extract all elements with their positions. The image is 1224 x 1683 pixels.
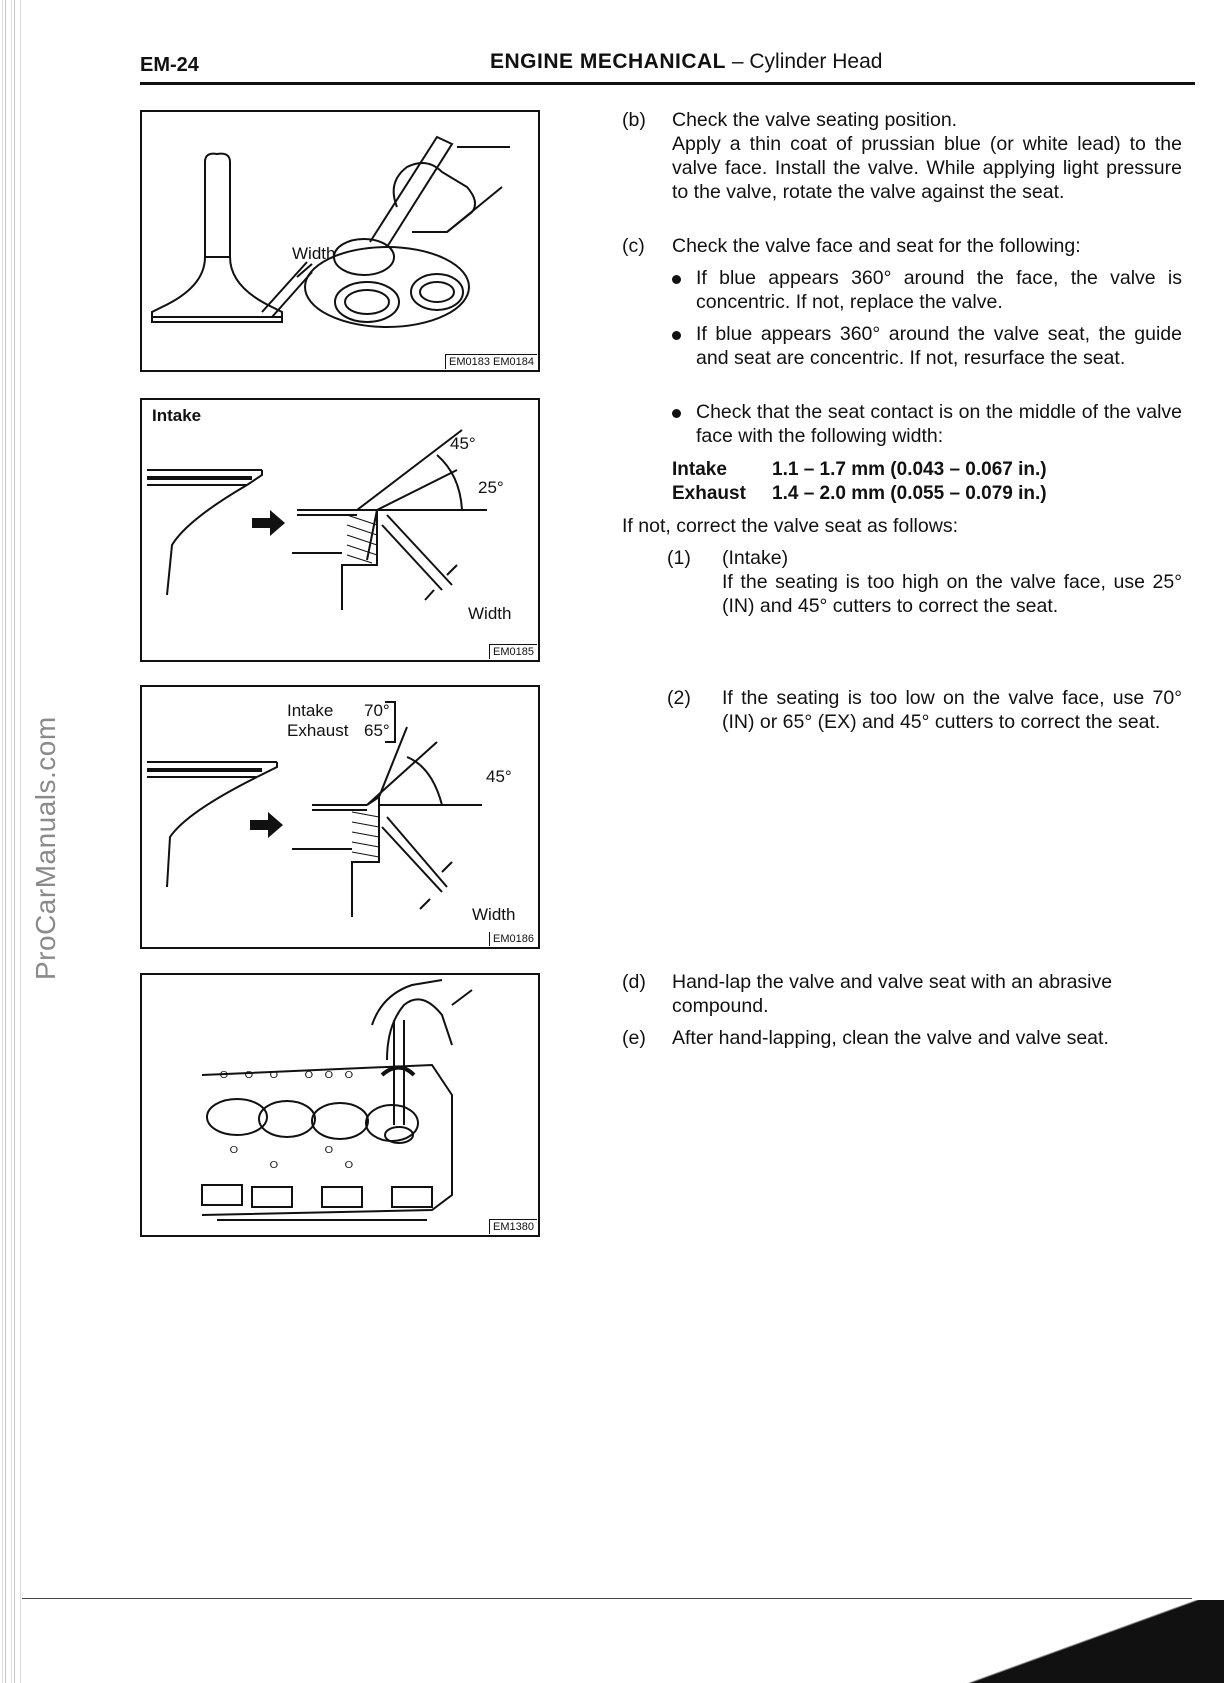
- substep-1: [667, 546, 1182, 618]
- svg-text:ㅇ: ㅇ: [342, 1067, 356, 1083]
- svg-text:ㅇ: ㅇ: [322, 1142, 336, 1158]
- angle-25-label: 25°: [478, 478, 504, 497]
- width-label: Width: [472, 905, 516, 924]
- page-header: [140, 50, 1195, 85]
- figure-hand-lapping: [140, 973, 540, 1237]
- correction-intro: If not, correct the valve seat as follows:: [622, 515, 958, 537]
- spec-name: Exhaust: [672, 483, 746, 504]
- step-c: [622, 234, 1182, 258]
- substep-marker: (1): [667, 547, 691, 569]
- step-d: [622, 970, 1182, 1018]
- text-column: [622, 108, 1182, 1108]
- watermark: ProCarManuals.com: [30, 716, 61, 980]
- spec-exhaust: [672, 482, 1047, 506]
- step-marker: (b): [622, 109, 646, 131]
- figure-code: EM0186: [489, 932, 537, 946]
- substep-2: [667, 686, 1182, 734]
- bullet-text: Check that the seat contact is on the middle of the valve face with the following width:: [696, 401, 1182, 447]
- section-title-main: ENGINE MECHANICAL: [490, 50, 727, 73]
- bullet-dot: [672, 409, 681, 418]
- bullet-text: If blue appears 360° around the face, the valve is concentric. If not, replace the valve.: [696, 267, 1182, 313]
- figure-code: EM0183 EM0184: [445, 354, 537, 369]
- step-e: [622, 1026, 1182, 1050]
- intake-label: Intake: [287, 701, 334, 720]
- bullet-item: [672, 322, 1182, 370]
- page-number: EM-24: [140, 54, 199, 76]
- step-marker: (e): [622, 1027, 646, 1049]
- spec-value: 1.1 – 1.7 mm (0.043 – 0.067 in.): [772, 459, 1047, 480]
- step-b: [622, 108, 1182, 204]
- figure-code: EM1380: [489, 1219, 537, 1234]
- section-title-separator: –: [726, 50, 750, 73]
- figure-valve-seating: [140, 110, 540, 372]
- step-c-text: Check the valve face and seat for the following:: [672, 235, 1081, 257]
- bullet-item: [672, 266, 1182, 314]
- svg-text:ㅇ: ㅇ: [302, 1067, 316, 1083]
- substep-1-title: (Intake): [722, 547, 789, 569]
- step-marker: (d): [622, 971, 646, 993]
- svg-text:ㅇ: ㅇ: [267, 1067, 281, 1083]
- bullet-dot: [672, 275, 681, 284]
- svg-text:ㅇ: ㅇ: [342, 1157, 356, 1173]
- figure-code: EM0185: [489, 644, 537, 659]
- page-corner-shadow: [880, 1600, 1224, 1683]
- step-b-title: Check the valve seating position.: [672, 109, 958, 131]
- width-label: Width: [292, 244, 336, 263]
- bullet-item: [672, 400, 1182, 448]
- figure-intake-seat-high: [140, 398, 540, 662]
- angle-45-label: 45°: [450, 434, 476, 453]
- step-d-text: Hand-lap the valve and valve seat with an abrasive compound.: [672, 971, 1113, 1017]
- substep-1-text: If the seating is too high on the valve face, use 25° (IN) and 45° cutters to correct the seat.: [722, 571, 1182, 617]
- step-b-text: Apply a thin coat of prussian blue (or white lead) to the valve face. Install the valve. While applying light pressure to the valve, rotate the valve against the seat.: [672, 133, 1182, 203]
- step-marker: (c): [622, 235, 645, 257]
- substep-marker: (2): [667, 687, 691, 709]
- svg-text:ㅇ: ㅇ: [217, 1067, 231, 1083]
- cylinder-head-lapping-illustration: [142, 975, 538, 1235]
- svg-text:ㅇ: ㅇ: [322, 1067, 336, 1083]
- spec-value: 1.4 – 2.0 mm (0.055 – 0.079 in.): [772, 483, 1047, 504]
- bottom-rule: [22, 1598, 1192, 1599]
- svg-text:ㅇ: ㅇ: [242, 1067, 256, 1083]
- substep-2-text: If the seating is too low on the valve face, use 70° (IN) or 65° (EX) and 45° cutters to correct the seat.: [722, 687, 1182, 733]
- exhaust-label: Exhaust: [287, 721, 349, 740]
- figure-seat-low: [140, 685, 540, 949]
- figure-title: Intake: [152, 406, 202, 425]
- valve-and-seat-illustration: [142, 112, 538, 370]
- exhaust-angle-label: 65°: [364, 721, 390, 740]
- angle-45-label: 45°: [486, 767, 512, 786]
- svg-text:ㅇ: ㅇ: [267, 1157, 281, 1173]
- intake-angle-label: 70°: [364, 701, 390, 720]
- svg-text:ㅇ: ㅇ: [227, 1142, 241, 1158]
- spec-intake: [672, 458, 1047, 482]
- section-title-sub: Cylinder Head: [749, 50, 883, 73]
- step-e-text: After hand-lapping, clean the valve and valve seat.: [672, 1027, 1109, 1049]
- bullet-text: If blue appears 360° around the valve seat, the guide and seat are concentric. If not, resurface the seat.: [696, 323, 1182, 369]
- width-label: Width: [468, 604, 512, 623]
- spec-name: Intake: [672, 459, 727, 480]
- section-title: [490, 50, 882, 74]
- scan-edge: [0, 0, 22, 1683]
- bullet-dot: [672, 331, 681, 340]
